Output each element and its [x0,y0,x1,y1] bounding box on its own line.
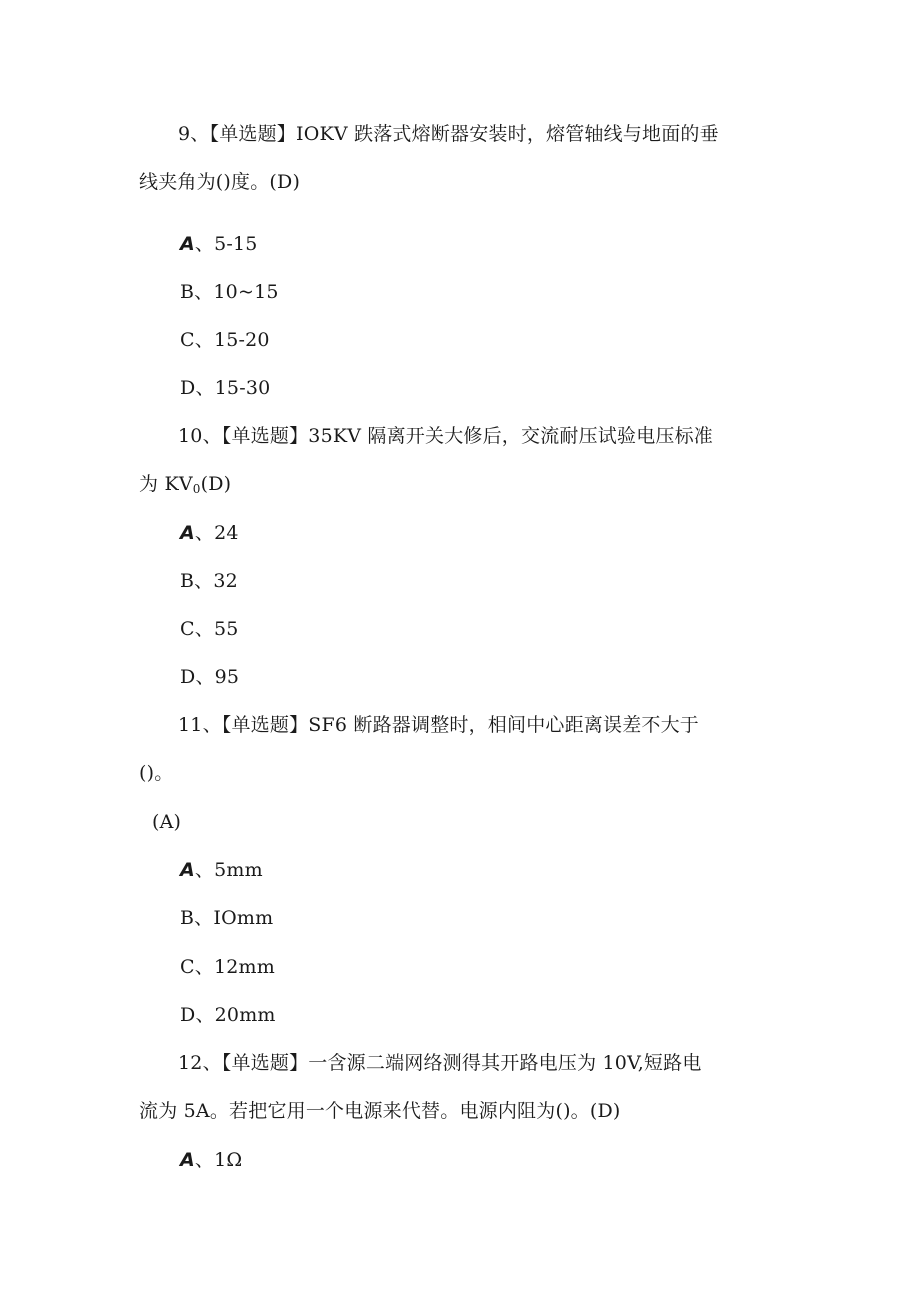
option-letter: B [180,281,195,303]
question-9-option-d [180,376,270,400]
question-11-text-line-1: 11、【单选题】SF6 断路器调整时，相间中心距离误差不大于 [178,714,700,736]
option-text: 、15-20 [194,329,270,351]
question-11-option-c [180,955,275,979]
option-letter: C [180,618,195,640]
question-9-option-b [180,280,279,304]
option-text: 、24 [194,522,239,544]
option-letter: C [180,956,195,978]
subscript: 0 [192,482,201,496]
option-letter: D [180,377,196,399]
question-12-text-line-2: 流为 5A。若把它用一个电源来代替。电源内阻为()。(D) [139,1100,621,1122]
option-text: 、10~15 [194,281,279,303]
option-text: 、15-30 [195,377,271,399]
question-9-text-line-1: 9、【单选题】IOKV 跌落式熔断器安装时，熔管轴线与地面的垂 [178,123,719,145]
option-letter: D [180,666,196,688]
question-9-text-line-2: 线夹角为()度。(D) [139,171,301,193]
answer-key: (D) [200,473,232,495]
question-9-option-a [180,232,258,256]
option-letter: A [180,233,195,255]
option-letter: A [180,1149,195,1171]
question-11-answer-key: (A) [152,811,182,833]
option-text: 、5mm [194,859,263,881]
question-12-option-a [180,1148,242,1172]
question-10-option-a [180,521,239,545]
question-10-option-b [180,569,238,593]
option-letter: C [180,329,195,351]
question-10-text-line-2 [139,472,231,501]
option-text: 、20mm [195,1004,276,1026]
question-11-option-a [180,858,263,882]
option-text: 、32 [194,570,238,592]
option-text: 、55 [194,618,239,640]
option-letter: A [180,522,195,544]
option-letter: B [180,907,195,929]
question-10-option-d [180,665,239,689]
question-12-text-line-1: 12、【单选题】一含源二端网络测得其开路电压为 10V,短路电 [178,1052,702,1074]
line-text: 为 KV [139,473,193,495]
question-11-text-line-2: ()。 [139,762,174,784]
question-11-option-d [180,1003,276,1027]
option-text: 、IOmm [194,907,274,929]
question-10-text-line-1: 10、【单选题】35KV 隔离开关大修后，交流耐压试验电压标准 [178,425,714,447]
question-10-option-c [180,617,239,641]
option-letter: A [180,859,195,881]
option-text: 、95 [195,666,240,688]
option-text: 、1Ω [194,1149,243,1171]
option-text: 、12mm [194,956,275,978]
question-9-option-c [180,328,270,352]
question-11-option-b [180,906,273,930]
option-letter: B [180,570,195,592]
option-letter: D [180,1004,196,1026]
option-text: 、5-15 [194,233,258,255]
